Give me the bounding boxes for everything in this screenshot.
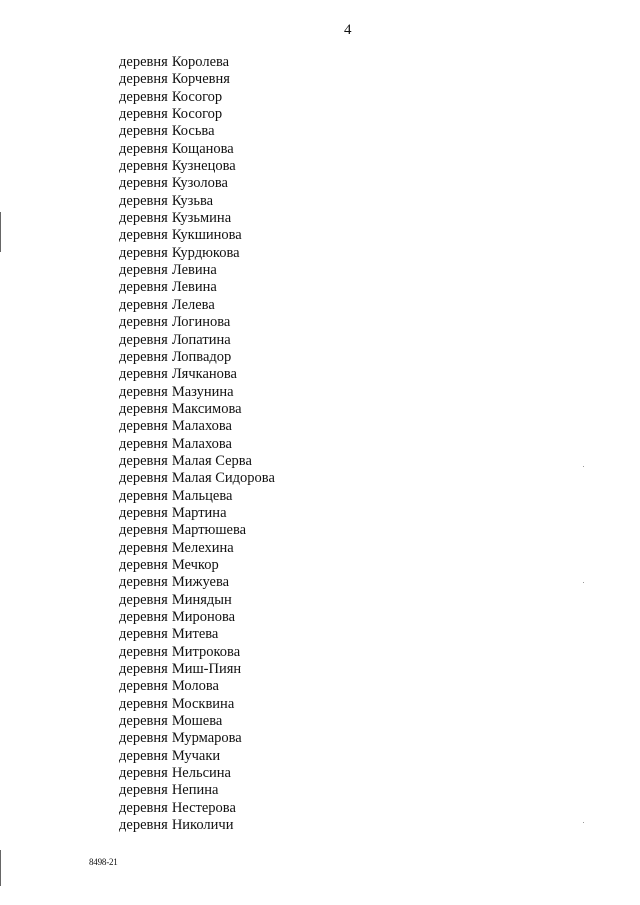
list-item bbox=[119, 297, 275, 314]
village-name: Косогор bbox=[171, 106, 223, 123]
settlement-type: деревня bbox=[119, 71, 168, 88]
list-item bbox=[119, 106, 275, 123]
list-item bbox=[119, 522, 275, 539]
village-name: Малахова bbox=[171, 418, 232, 435]
list-item bbox=[119, 366, 275, 383]
village-name: Левина bbox=[171, 262, 217, 279]
list-item bbox=[119, 609, 275, 626]
village-name: Мечкор bbox=[171, 556, 219, 573]
settlement-type: деревня bbox=[119, 782, 168, 799]
settlement-type: деревня bbox=[119, 609, 168, 625]
settlement-type: деревня bbox=[119, 487, 168, 504]
village-name: Николичи bbox=[171, 817, 234, 834]
village-name: Лопвадор bbox=[171, 348, 232, 365]
village-name: Кощанова bbox=[171, 140, 234, 157]
scan-speck bbox=[583, 822, 584, 823]
list-item bbox=[119, 141, 275, 158]
settlement-type: деревня bbox=[119, 435, 168, 452]
village-name: Малахова bbox=[171, 435, 232, 452]
settlement-type: деревня bbox=[119, 400, 168, 417]
village-name: Максимова bbox=[171, 400, 242, 417]
village-name: Курдюкова bbox=[171, 244, 240, 261]
settlement-type: деревня bbox=[119, 175, 168, 192]
list-item bbox=[119, 713, 275, 730]
village-name: Миш-Пиян bbox=[171, 661, 242, 678]
settlement-type: деревня bbox=[119, 522, 168, 539]
list-item bbox=[119, 245, 275, 262]
settlement-type: деревня bbox=[119, 817, 168, 834]
village-name: Кузолова bbox=[171, 175, 228, 192]
settlement-type: деревня bbox=[119, 158, 168, 175]
settlement-type: деревня bbox=[119, 383, 168, 400]
settlement-type: деревня bbox=[119, 678, 168, 695]
list-item bbox=[119, 401, 275, 418]
village-name: Лелева bbox=[171, 296, 215, 313]
village-name: Мижуева bbox=[171, 574, 230, 591]
list-item bbox=[119, 748, 275, 765]
scan-edge-mark bbox=[0, 212, 1, 252]
list-item bbox=[119, 661, 275, 678]
list-item bbox=[119, 765, 275, 782]
settlement-type: деревня bbox=[119, 747, 168, 764]
village-name: Молова bbox=[171, 678, 219, 695]
settlement-type: деревня bbox=[119, 626, 168, 643]
list-item bbox=[119, 227, 275, 244]
village-name: Мурмарова bbox=[171, 730, 242, 747]
village-name: Кузнецова bbox=[171, 158, 236, 175]
settlement-type: деревня bbox=[119, 88, 168, 105]
settlement-type: деревня bbox=[119, 244, 168, 261]
scan-speck bbox=[583, 466, 584, 467]
list-item bbox=[119, 574, 275, 591]
village-name: Левина bbox=[171, 279, 217, 296]
settlement-type: деревня bbox=[119, 279, 168, 296]
settlement-type: деревня bbox=[119, 140, 168, 157]
list-item bbox=[119, 71, 275, 88]
list-item bbox=[119, 696, 275, 713]
settlement-type: деревня bbox=[119, 643, 168, 660]
scan-edge-mark bbox=[0, 850, 1, 886]
village-name: Мазунина bbox=[171, 383, 234, 400]
village-name: Минядын bbox=[171, 591, 232, 608]
village-name: Мартюшева bbox=[171, 522, 247, 539]
village-name: Мартина bbox=[171, 504, 227, 521]
village-name: Мальцева bbox=[171, 487, 233, 504]
list-item bbox=[119, 158, 275, 175]
settlement-type: деревня bbox=[119, 539, 168, 556]
list-item bbox=[119, 557, 275, 574]
list-item bbox=[119, 488, 275, 505]
list-item bbox=[119, 678, 275, 695]
village-name: Кузьва bbox=[171, 192, 214, 209]
list-item bbox=[119, 540, 275, 557]
village-name: Мошева bbox=[171, 713, 223, 730]
list-item bbox=[119, 418, 275, 435]
village-name: Мучаки bbox=[171, 747, 221, 764]
village-name: Митева bbox=[171, 626, 219, 643]
list-item bbox=[119, 730, 275, 747]
village-name: Логинова bbox=[171, 314, 231, 331]
settlement-type: деревня bbox=[119, 418, 168, 435]
list-item bbox=[119, 470, 275, 487]
village-name: Мелехина bbox=[171, 539, 234, 556]
settlement-type: деревня bbox=[119, 366, 168, 383]
list-item bbox=[119, 314, 275, 331]
list-item bbox=[119, 349, 275, 366]
village-name: Москвина bbox=[171, 695, 235, 712]
village-name: Малая Сидорова bbox=[171, 470, 275, 487]
settlement-type: деревня bbox=[119, 106, 168, 123]
list-item bbox=[119, 175, 275, 192]
list-item bbox=[119, 800, 275, 817]
list-item bbox=[119, 210, 275, 227]
scan-speck bbox=[583, 582, 584, 583]
list-item bbox=[119, 505, 275, 522]
document-code: 8498-21 bbox=[89, 857, 118, 867]
settlement-type: деревня bbox=[119, 591, 168, 608]
village-name: Королева bbox=[171, 54, 230, 70]
settlement-type: деревня bbox=[119, 799, 168, 816]
village-name: Кузьмина bbox=[171, 210, 232, 227]
settlement-type: деревня bbox=[119, 348, 168, 365]
settlement-type: деревня bbox=[119, 556, 168, 573]
village-name: Нельсина bbox=[171, 765, 231, 782]
list-item bbox=[119, 782, 275, 799]
settlement-type: деревня bbox=[119, 192, 168, 209]
settlement-type: деревня bbox=[119, 227, 168, 244]
village-name: Косьва bbox=[171, 123, 215, 140]
settlement-type: деревня bbox=[119, 504, 168, 521]
settlement-type: деревня bbox=[119, 210, 168, 227]
village-name: Миронова bbox=[171, 609, 236, 625]
list-item bbox=[119, 332, 275, 349]
list-item bbox=[119, 193, 275, 210]
settlement-type: деревня bbox=[119, 574, 168, 591]
settlement-type: деревня bbox=[119, 123, 168, 140]
settlement-type: деревня bbox=[119, 331, 168, 348]
village-name: Нестерова bbox=[171, 799, 236, 816]
list-item bbox=[119, 644, 275, 661]
list-item bbox=[119, 54, 275, 71]
village-list bbox=[119, 54, 275, 834]
list-item bbox=[119, 817, 275, 834]
settlement-type: деревня bbox=[119, 765, 168, 782]
settlement-type: деревня bbox=[119, 296, 168, 313]
village-name: Митрокова bbox=[171, 643, 241, 660]
settlement-type: деревня bbox=[119, 730, 168, 747]
village-name: Лячканова bbox=[171, 366, 237, 383]
settlement-type: деревня bbox=[119, 54, 168, 70]
page-number: 4 bbox=[344, 22, 352, 38]
settlement-type: деревня bbox=[119, 314, 168, 331]
list-item bbox=[119, 279, 275, 296]
list-item bbox=[119, 453, 275, 470]
village-name: Непина bbox=[171, 782, 219, 799]
list-item bbox=[119, 89, 275, 106]
list-item bbox=[119, 592, 275, 609]
settlement-type: деревня bbox=[119, 452, 168, 469]
list-item bbox=[119, 384, 275, 401]
village-name: Косогор bbox=[171, 88, 223, 105]
list-item bbox=[119, 262, 275, 279]
village-name: Лопатина bbox=[171, 331, 231, 348]
list-item bbox=[119, 436, 275, 453]
list-item bbox=[119, 123, 275, 140]
village-name: Корчевня bbox=[171, 71, 230, 88]
settlement-type: деревня bbox=[119, 470, 168, 487]
settlement-type: деревня bbox=[119, 661, 168, 678]
village-name: Кукшинова bbox=[171, 227, 242, 244]
settlement-type: деревня bbox=[119, 695, 168, 712]
settlement-type: деревня bbox=[119, 713, 168, 730]
village-name: Малая Серва bbox=[171, 452, 252, 469]
list-item bbox=[119, 626, 275, 643]
settlement-type: деревня bbox=[119, 262, 168, 279]
